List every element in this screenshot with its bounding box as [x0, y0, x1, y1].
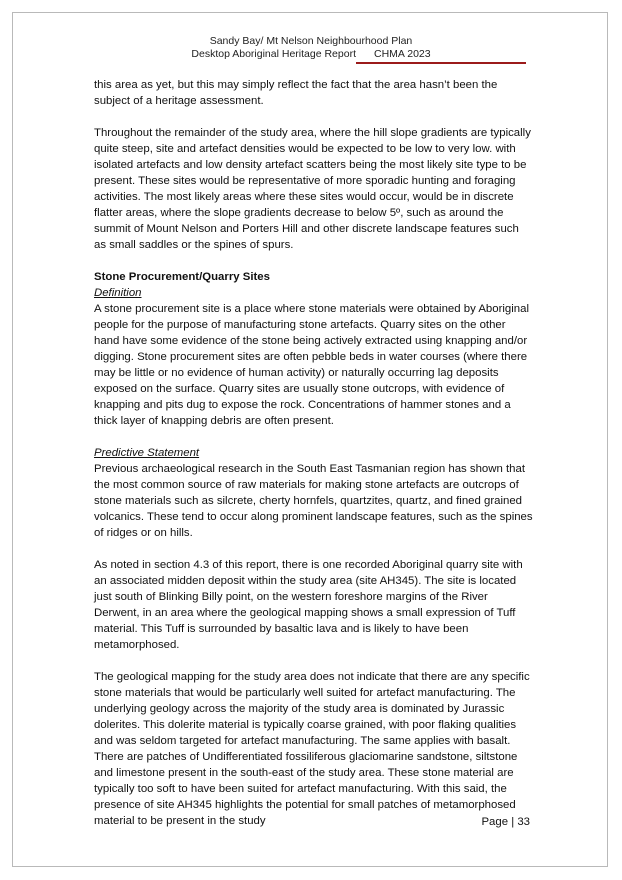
- section-heading: Stone Procurement/Quarry Sites: [94, 271, 270, 283]
- page-header: [0, 35, 622, 61]
- header-org: CHMA 2023: [373, 48, 431, 60]
- header-title: Sandy Bay/ Mt Nelson Neighbourhood Plan: [209, 35, 413, 47]
- document-body: [94, 77, 534, 829]
- predictive-statement-subheading: Predictive Statement: [94, 447, 200, 459]
- paragraph-predictive: Previous archaeological research in the South East Tasmanian region has shown that the most common source of raw materials for making stone artefacts are outcrops of stone materials such as silcrete, cherty hornfels, quartzites, quartz, and fined grained volcanics. These tend to occur along prominent landscape features, such as the spines of ridges or on hills.: [94, 463, 533, 539]
- paragraph-geology: The geological mapping for the study area does not indicate that there are any specific stone materials that would be particularly well suited for artefact manufacturing. The underlying geology across the majority of the study area is dominated by Jurassic dolerites. This dolerite material is typically coarse grained, with poor flaking qualities and was seldom targeted for artefact manufacturing. The same applies with basalt. There are patches of Undifferentiated fossiliferous glaciomarine sandstone, siltstone and limestone present in the south-east of the study area. These stone material are typically too soft to have been suited for artefact manufacturing. With this said, the presence of site AH345 highlights the potential for small patches of metamorphosed material to be present in the study: [94, 671, 530, 827]
- paragraph-definition: A stone procurement site is a place where stone materials were obtained by Aboriginal people for the purpose of manufacturing stone artefacts. Quarry sites on the other hand have some evidence of the stone being actively extracted using knapping and/or digging. Stone procurement sites are often pebble beds in water courses (where there may be little or no evidence of human activity) or naturally occurring lag deposits exposed on the surface. Quarry sites are usually stone outcrops, with evidence of knapping and pits dug to expose the rock. Concentrations of hammer stones and a thick layer of knapping debris are often present.: [94, 303, 529, 427]
- header-subtitle: [0, 48, 622, 61]
- header-rule: [356, 62, 526, 64]
- page-number: Page | 33: [481, 816, 530, 828]
- header-report-name: Desktop Aboriginal Heritage Report: [191, 48, 356, 60]
- paragraph-quarry-site: As noted in section 4.3 of this report, there is one recorded Aboriginal quarry site with an associated midden deposit within the study area (site AH345). The site is located just south of Blinking Billy point, on the western foreshore margins of the River Derwent, in an area where the geological mapping shows a small expression of Tuff material. This Tuff is surrounded by basaltic lava and is likely to have been metamorphosed.: [94, 559, 523, 651]
- definition-subheading: Definition: [94, 287, 142, 299]
- paragraph-1: this area as yet, but this may simply reflect the fact that the area hasn’t been the subject of a heritage assessment.: [94, 79, 498, 107]
- paragraph-2: Throughout the remainder of the study area, where the hill slope gradients are typically quite steep, site and artefact densities would be expected to be low to very low. with isolated artefacts and low density artefact scatters being the most likely site type to be present. These sites would be representative of more sporadic hunting and foraging activities. The most likely areas where these sites would occur, would be in discrete flatter areas, where the slope gradients decrease to below 5º, such as around the summit of Mount Nelson and Porters Hill and other discrete landscape features such as small saddles or the spines of spurs.: [94, 127, 531, 251]
